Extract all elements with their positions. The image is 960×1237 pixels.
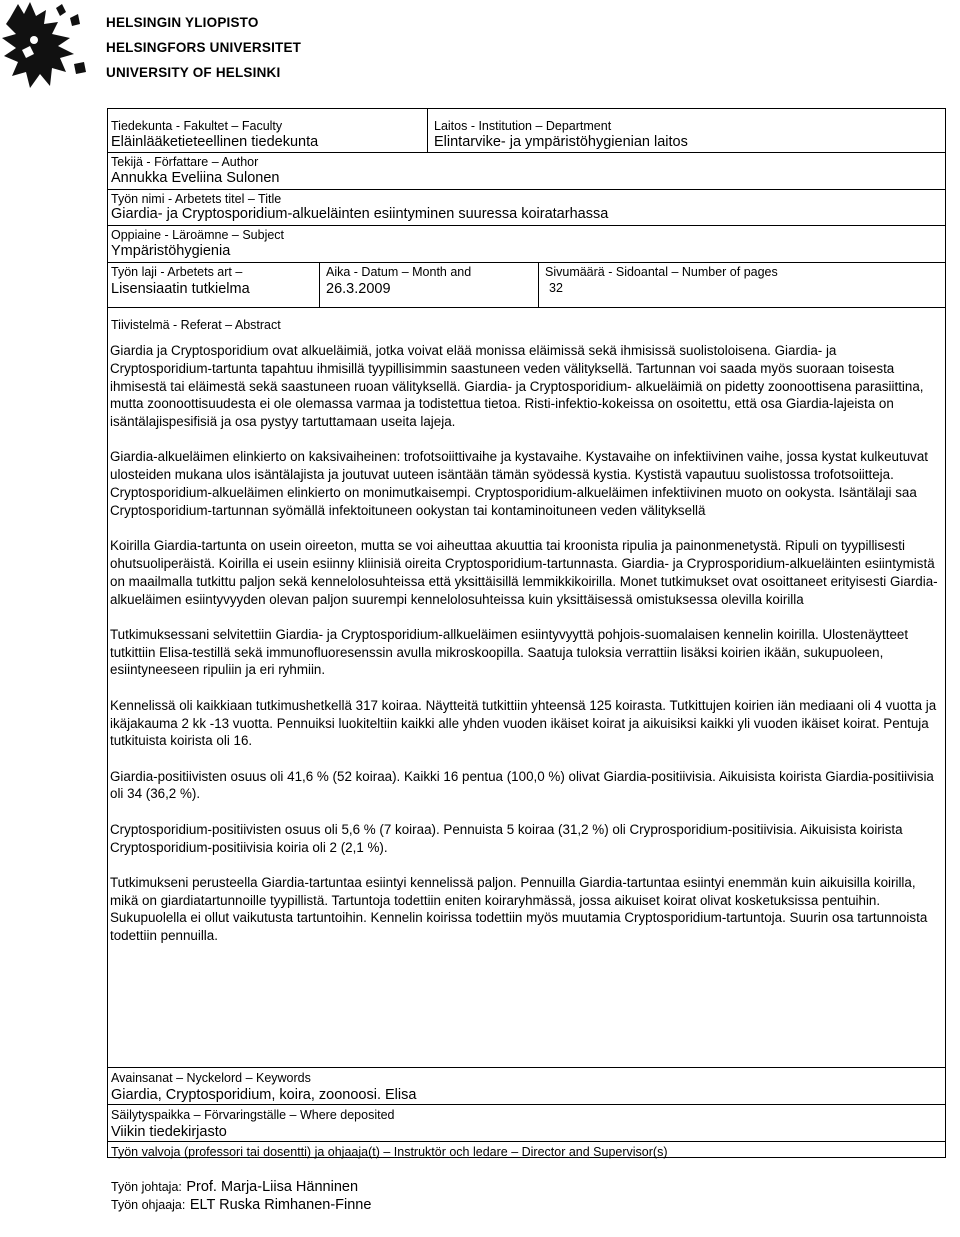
university-name-en: UNIVERSITY OF HELSINKI	[106, 65, 281, 80]
abstract-paragraph: Kennelissä oli kaikkiaan tutkimushetkellä 317 koiraa. Näytteitä tutkittiin yhteensä 125 koirasta. Tutkittujen koirien iän mediaani oli 4 vuotta ja ikäjakauma 2 kk -13 vuotta. Pennuiksi luokiteltiin kaikki alle yhden vuoden ikäiset koirat ja aikuisiksi kaikki yli vuoden ikäiset koirat. Pentuja tutkituista koirista oli 16.	[110, 697, 937, 749]
deposited-value: Viikin tiedekirjasto	[111, 1124, 227, 1140]
date-value: 26.3.2009	[326, 281, 391, 297]
pages-label: Sivumäärä - Sidoantal – Number of pages	[545, 265, 778, 279]
abstract-paragraph: Giardia-alkueläimen elinkierto on kaksivaiheinen: trofotsoiittivaihe ja kystavaihe. Kystavaihe on infektiivinen vaihe, jossa kystat kulkeutuvat ulosteiden mukana ulos isäntälajista ja joutuvat uuteen isäntään tämän syödessä kystia. Kystistä vapautuu suolistossa trofotsoiitteja. Cryptosporidium-alkueläimen elinkierto on monimutkaisempi. Cryptosporidium-alkueläimen infektiivinen muoto on ookysta. Isäntälaji saa Cryptosporidium-tartunnan syömällä infektoituneen ookystan tai kontaminoituneen veden välityksellä	[110, 449, 928, 518]
university-names	[106, 10, 301, 85]
title-value: Giardia- ja Cryptosporidium-alkueläinten esiintyminen suuressa koiratarhassa	[111, 206, 609, 222]
divider-author	[107, 152, 946, 153]
faculty-label: Tiedekunta - Fakultet – Faculty	[111, 119, 283, 133]
helsinki-university-logo-icon	[0, 0, 96, 96]
work-type-label: Työn laji - Arbetets art –	[111, 265, 243, 279]
university-header	[0, 0, 960, 100]
supervisor-line	[111, 1196, 371, 1214]
department-value: Elintarvike- ja ympäristöhygienian laitos	[434, 134, 688, 150]
keywords-label: Avainsanat – Nyckelord – Keywords	[111, 1071, 311, 1085]
divider-meta	[107, 262, 946, 263]
divider-abstract	[107, 307, 946, 308]
author-label: Tekijä - Författare – Author	[111, 155, 259, 169]
divider-faculty-department	[427, 108, 428, 152]
pages-value: 32	[549, 281, 563, 295]
university-name-sv: HELSINGFORS UNIVERSITET	[106, 40, 302, 55]
deposited-label: Säilytyspaikka – Förvaringställe – Where deposited	[111, 1108, 395, 1122]
abstract-paragraph: Giardia ja Cryptosporidium ovat alkueläimiä, jotka voivat elää monissa eläimissä sekä ihmisissä suolistoloisena. Giardia- ja Cryptosporidium-tartunta tapahtuu ihmisillä tyypillisimmin saastuneen veden välityksellä. Tartunnan voi saada myös suoraan toisesta ihmisestä tai eläimestä sekä saastuneen ruoan välityksellä. Giardia- ja Cryptosporidium- alkueläimiä on pidetty zoonoottisena parasiittina, mutta zoonoottisuudesta ei ole olemassa varmaa ja todistettua tietoa. Risti-infektio-kokeissa on osoitettu, että osa Giardia-lajeista on isäntälajispesifisiä ja osa pystyy tartuttamaan useita lajeja.	[110, 343, 924, 430]
title-label: Työn nimi - Arbetets titel – Title	[111, 192, 282, 206]
university-name-fi: HELSINGIN YLIOPISTO	[106, 15, 259, 30]
author-value: Annukka Eveliina Sulonen	[111, 170, 280, 186]
abstract-paragraph: Koirilla Giardia-tartunta on usein oireeton, mutta se voi aiheuttaa akuuttia tai kroonista ripulia ja painonmenetystä. Ripuli on tyypillisesti ohutsuoliperäistä. Koirilla ei usein esiinny kliinisiä oireita Cryptosporidium-tartunnasta. Giardia- ja Cryprosporidium-alkueläinten esiintymistä on maailmalla tutkittu paljon sekä kennelolosuhteissa että yksittäisillä lemmikkikoirilla. Monet tutkimukset ovat osoittaneet erityisesti Giardia-alkueläimen esiintyvyyden olevan paljon suurempi kennelolosuhteissa kuin yksittäisessä omistuksessa olevilla koirilla	[110, 538, 938, 607]
divider-keywords	[107, 1067, 946, 1068]
divider-deposited	[107, 1104, 946, 1105]
subject-label: Oppiaine - Läroämne – Subject	[111, 228, 285, 242]
supervisor-value: ELT Ruska Rimhanen-Finne	[189, 1197, 372, 1213]
divider-subject	[107, 225, 946, 226]
date-label: Aika - Datum – Month and	[326, 265, 472, 279]
faculty-value: Eläinlääketieteellinen tiedekunta	[111, 134, 319, 150]
abstract-paragraph: Giardia-positiivisten osuus oli 41,6 % (52 koiraa). Kaikki 16 pentua (100,0 %) olivat Giardia-positiivisia. Aikuisista koirista Giardia-positiivisia oli 34 (36,2 %).	[110, 768, 934, 802]
abstract-paragraph: Tutkimukseni perusteella Giardia-tartuntaa esiintyi kennelissä paljon. Pennuilla Giardia-tartuntaa esiintyi enemmän kuin aikuisilla koirilla, mikä on giardiatartunnoille tyypillistä. Tartuntoja todettiin eniten koiraryhmässä, jossa aikuiset koirat olivat kosketuksissa pentuihin. Sukupuolella ei ollut vaikutusta tartuntoihin. Kennelin koirissa todettiin myös muutamia Cryptosporidium-tartuntoja. Suurin osa tartunnoista todettiin pennuilla.	[110, 874, 928, 944]
abstract-text	[110, 342, 942, 963]
divider-date-pages	[538, 262, 539, 307]
supervisor-label: Työn ohjaaja:	[111, 1198, 186, 1212]
subject-value: Ympäristöhygienia	[111, 243, 231, 259]
director-line	[111, 1178, 358, 1196]
director-label: Työn johtaja:	[111, 1180, 182, 1194]
divider-supervisors	[107, 1141, 946, 1142]
director-value: Prof. Marja-Liisa Hänninen	[186, 1179, 359, 1195]
work-type-value: Lisensiaatin tutkielma	[111, 281, 250, 297]
abstract-label: Tiivistelmä - Referat – Abstract	[111, 318, 281, 332]
department-label: Laitos - Institution – Department	[434, 119, 612, 133]
keywords-value: Giardia, Cryptosporidium, koira, zoonoosi. Elisa	[111, 1087, 417, 1103]
supervisors-label: Työn valvoja (professori tai dosentti) ja ohjaaja(t) – Instruktör och ledare – Director and Supervisor(s)	[111, 1145, 668, 1159]
abstract-paragraph: Tutkimuksessani selvitettiin Giardia- ja Cryptosporidium-allkueläimen esiintyvyyttä pohjois-suomalaisen kennelin koirilla. Ulostenäytteet tutkittiin Elisa-testillä sekä immunofluoresenssin avulla mikroskoopilla. Saatuja tuloksia verrattiin lisäksi koirien ikään, sukupuoleen, esiintyneeseen ripuliin ja eri ryhmiin.	[110, 626, 909, 678]
abstract-paragraph: Cryptosporidium-positiivisten osuus oli 5,6 % (7 koiraa). Pennuista 5 koiraa (31,2 %) oli Cryprosporidium-positiivisia. Aikuisista koirista Cryptosporidium-positiivisia koiria oli 2 (2,1 %).	[110, 821, 903, 855]
divider-title	[107, 189, 946, 190]
divider-type-date	[319, 262, 320, 307]
